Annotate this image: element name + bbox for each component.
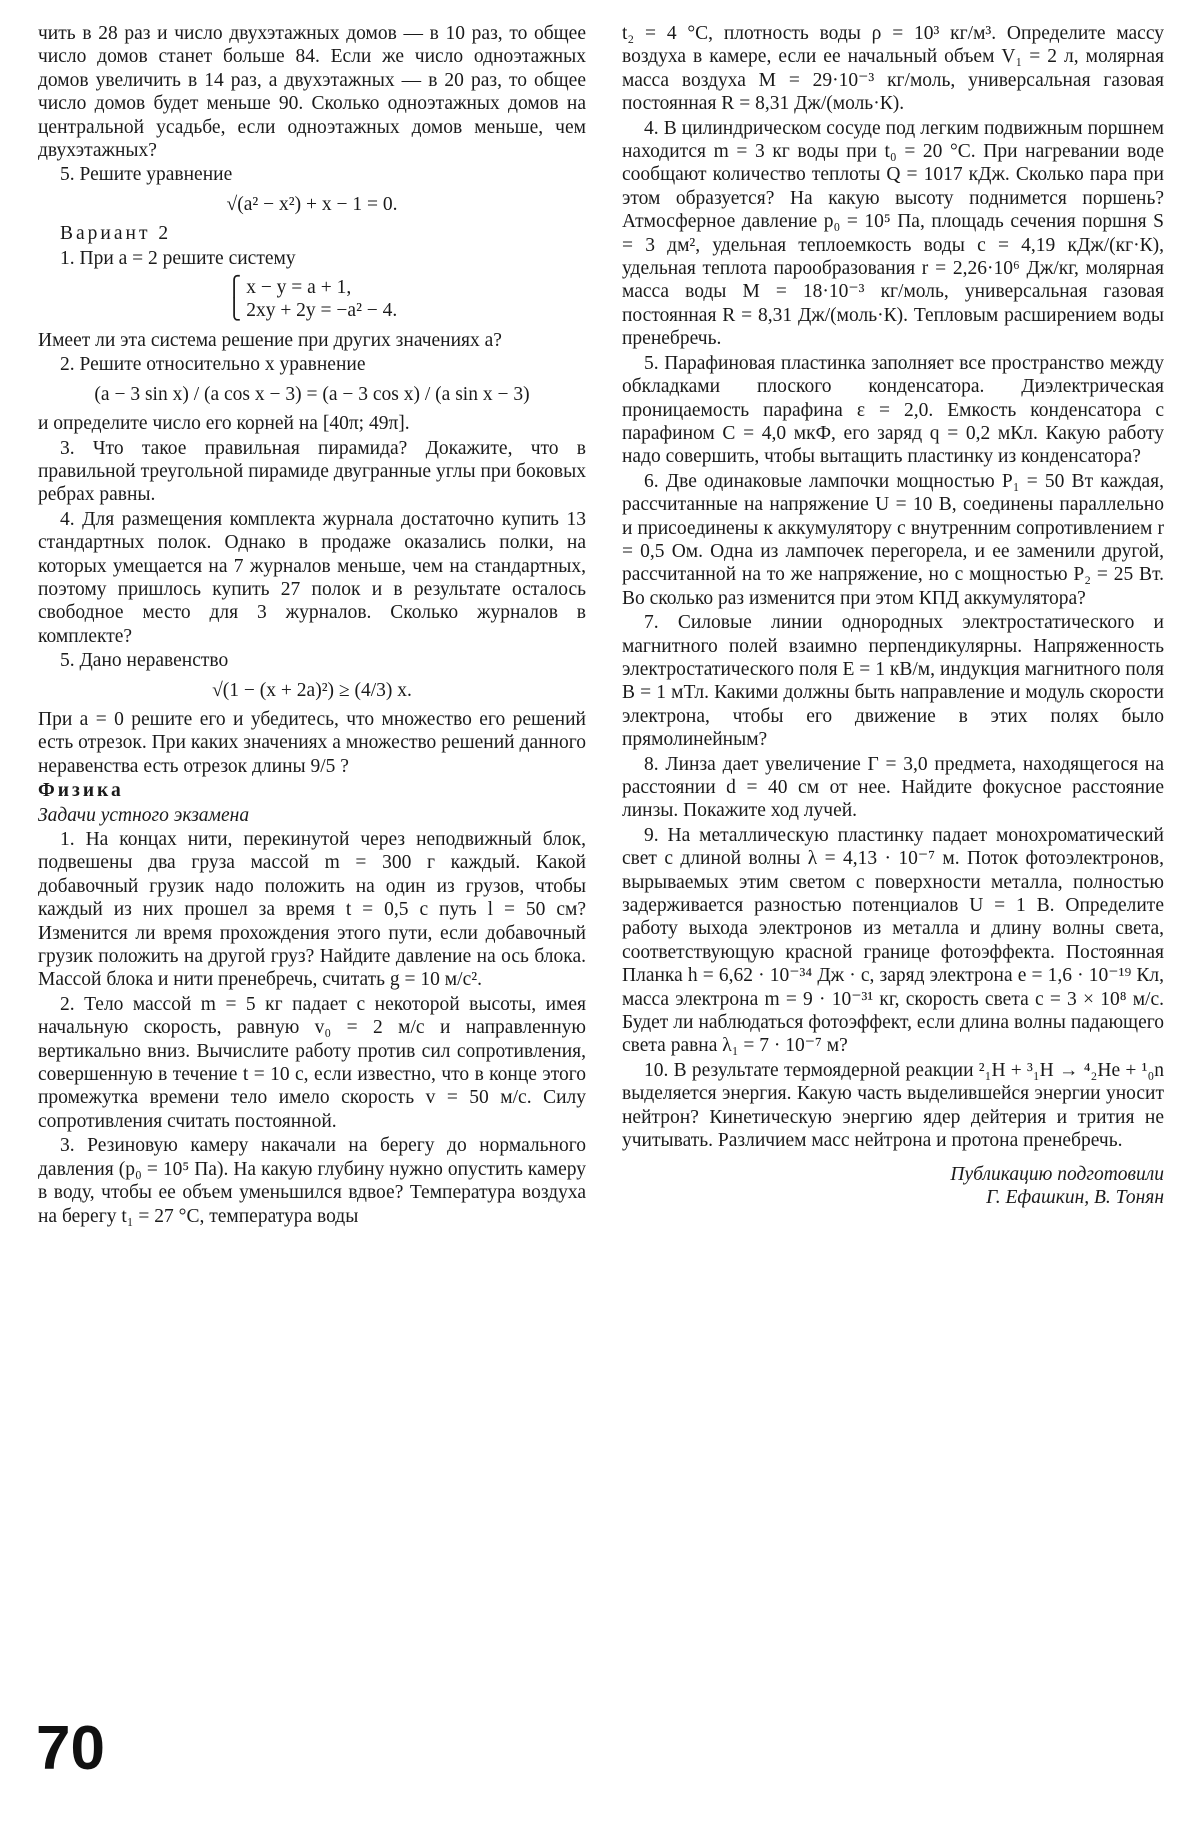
- page-number: 70: [36, 1714, 105, 1783]
- physics-problem-2: 2. Тело массой m = 5 кг падает с некоторой высоты, имея начальную скорость, равную v₀ = 2 м/с и направленную вертикально вниз. Вычислите работу против сил сопротивления, совершенную в течение t = 10 с, если известно, что в конце этого промежутка времени тело имело скорость v = 50 м/с. Силу сопротивления считать постоянной.: [38, 993, 586, 1132]
- credit-line-1: Публикацию подготовили: [950, 1163, 1164, 1185]
- trig-equation: (a − 3 sin x) / (a cos x − 3) = (a − 3 cos x) / (a sin x − 3): [94, 383, 530, 405]
- variant2-problem-2-interval: и определите число его корней на [40π; 49π].: [38, 413, 410, 435]
- right-column: [622, 22, 1164, 1209]
- variant2-problem-1-question: Имеет ли эта система решение при других значениях a?: [38, 329, 502, 351]
- variant2-problem-5-question: При a = 0 решите его и убедитесь, что множество его решений есть отрезок. При каких значениях a множество решений данного неравенства есть отрезок длины 9/5 ?: [38, 708, 586, 777]
- math-problem-continuation: чить в 28 раз и число двухэтажных домов — в 10 раз, то общее число домов станет больше 84. Если же число одноэтажных домов увеличить в 14 раз, а двухэтажных — в 20 раз, то общее число домов будет меньше 90. Сколько одноэтажных домов на центральной усадьбе, если одноэтажных домов меньше, чем двухэтажных?: [38, 23, 586, 162]
- system-block: [227, 276, 398, 323]
- variant2-problem-3: 3. Что такое правильная пирамида? Докажите, что в правильной треугольной пирамиде двугранные углы при боковых ребрах равны.: [38, 437, 586, 506]
- physics-problem-7: 7. Силовые линии однородных электростатического и магнитного полей взаимно перпендикулярны. Напряженность электростатического поля E = 1 кВ/м, индукция магнитного поля B = 1 мТл. Какими должны быть направление и модуль скорости электрона, чтобы его движение в этих полях было прямолинейным?: [622, 612, 1164, 751]
- variant2-problem-1: 1. При a = 2 решите систему: [60, 247, 296, 269]
- system-line-1: ⎧ x − y = a + 1,: [226, 277, 352, 299]
- system-line-2: ⎩ 2xy + 2y = −a² − 4.: [226, 300, 398, 322]
- credit-authors: Г. Ефашкин, В. Тонян: [986, 1186, 1164, 1208]
- oral-exam-subheading: Задачи устного экзамена: [38, 804, 250, 826]
- physics-problem-1: 1. На концах нити, перекинутой через неподвижный блок, подвешены два груза массой m = 300 г каждый. Какой добавочный грузик надо положить на один из грузов, чтобы каждый из них прошел за время t = 0,5 с путь l = 50 см? Изменится ли время прохождения этого пути, если добавочный грузик положить на другой груз? Найдите давление на ось блока. Массой блока и нити пренебречь, считать g = 10 м/с².: [38, 829, 586, 991]
- system-of-equations: [38, 276, 586, 323]
- variant2-problem-5: 5. Дано неравенство: [60, 650, 229, 672]
- physics-heading: Физика: [38, 780, 124, 802]
- variant1-problem-5: 5. Решите уравнение: [60, 164, 233, 186]
- variant2-problem-2: 2. Решите относительно x уравнение: [60, 354, 366, 376]
- physics-problem-3-continuation: t₂ = 4 °С, плотность воды ρ = 10³ кг/м³. Определите массу воздуха в камере, если ее начальный объем V₁ = 2 л, молярная масса воздуха M = 29·10⁻³ кг/моль, универсальная газовая постоянная R = 8,31 Дж/(моль·К).: [622, 23, 1164, 115]
- physics-problem-5: 5. Парафиновая пластинка заполняет все пространство между обкладками плоского конденсатора. Диэлектрическая проницаемость парафина ε = 2,0. Емкость конденсатора с парафином C = 4,0 мкФ, его заряд q = 0,2 мКл. Какую работу надо совершить, чтобы вытащить пластинку из конденсатора?: [622, 352, 1164, 468]
- inequality: √(1 − (x + 2a)²) ≥ (4/3) x.: [212, 679, 412, 701]
- publication-credit: [622, 1163, 1164, 1210]
- physics-problem-9: 9. На металлическую пластинку падает монохроматический свет с длиной волны λ = 4,13 · 10⁻⁷ м. Поток фотоэлектронов, вырываемых этим светом с поверхности металла, полностью задерживается разностью потенциалов U = 1 В. Определите работу выхода электронов из металла и длину волны света, соответствующую красной границе фотоэффекта. Постоянная Планка h = 6,62 · 10⁻³⁴ Дж · с, заряд электрона e = 1,6 · 10⁻¹⁹ Кл, масса электрона m = 9 · 10⁻³¹ кг, скорость света c = 3 × 10⁸ м/с. Будет ли наблюдаться фотоэффект, если длина волны падающего света равна λ₁ = 7 · 10⁻⁷ м?: [622, 824, 1164, 1057]
- variant2-problem-4: 4. Для размещения комплекта журнала достаточно купить 13 стандартных полок. Однако в продаже оказались полки, на которых умещается на 7 журналов меньше, чем на стандартных, поэтому пришлось купить 27 полок и в результате осталось свободное место для 3 журналов. Сколько журналов в комплекте?: [38, 508, 586, 647]
- physics-problem-10: 10. В результате термоядерной реакции ²₁H + ³₁H → ⁴₂He + ¹₀n выделяется энергия. Какую часть выделившейся энергии уносит нейтрон? Кинетическую энергию ядер дейтерия и трития не учитывать. Различием масс нейтрона и протона пренебречь.: [622, 1059, 1164, 1152]
- variant-2-heading: Вариант 2: [60, 223, 172, 245]
- left-column: [38, 22, 586, 1229]
- physics-problem-3: 3. Резиновую камеру накачали на берегу до нормального давления (p₀ = 10⁵ Па). На какую глубину нужно опустить камеру в воду, чтобы ее объем уменьшился вдвое? Температура воздуха на берегу t₁ = 27 °С, температура воды: [38, 1135, 586, 1227]
- physics-problem-8: 8. Линза дает увеличение Γ = 3,0 предмета, находящегося на расстоянии d = 40 см от нее. Найдите фокусное расстояние линзы. Покажите ход лучей.: [622, 753, 1164, 822]
- physics-problem-6: 6. Две одинаковые лампочки мощностью P₁ = 50 Вт каждая, рассчитанные на напряжение U = 10 В, соединены параллельно и присоединены к аккумулятору с внутренним сопротивлением r = 0,5 Ом. Одна из лампочек перегорела, и ее заменили другой, рассчитанной на то же напряжение, но с мощностью P₂ = 25 Вт. Во сколько раз изменится при этом КПД аккумулятора?: [622, 470, 1164, 609]
- physics-problem-4: 4. В цилиндрическом сосуде под легким подвижным поршнем находится m = 3 кг воды при t₀ = 20 °С. При нагревании воде сообщают количество теплоты Q = 1017 кДж. Сколько пара при этом образуется? На какую высоту поднимется поршень? Атмосферное давление p₀ = 10⁵ Па, площадь сечения поршня S = 3 дм², удельная теплоемкость воды c = 4,19 кДж/(кг·К), удельная теплота парообразования r = 2,26·10⁶ Дж/кг, молярная масса воды M = 18·10⁻³ кг/моль, универсальная газовая постоянная R = 8,31 Дж/(моль·К). Тепловым расширением воды пренебречь.: [622, 117, 1164, 350]
- equation-5: √(a² − x²) + x − 1 = 0.: [226, 193, 398, 215]
